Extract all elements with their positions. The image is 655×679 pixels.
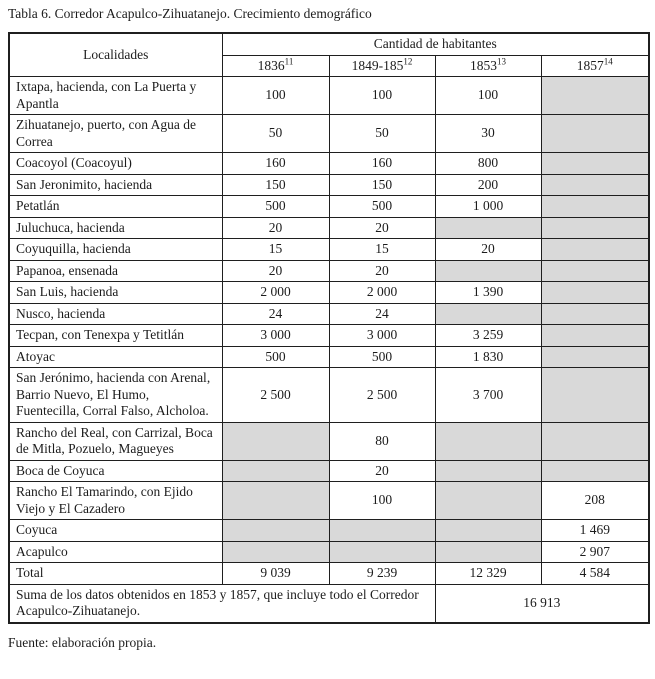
population-value-cell: 160	[329, 153, 435, 175]
table-header	[9, 33, 649, 77]
table-row	[9, 153, 649, 175]
table-row	[9, 217, 649, 239]
habitants-group-header: Cantidad de habitantes	[222, 33, 649, 55]
locality-cell: Coacoyol (Coacoyul)	[9, 153, 222, 175]
year-header-1849	[329, 55, 435, 77]
population-value-cell: 3 000	[222, 325, 329, 347]
locality-cell: Coyuca	[9, 520, 222, 542]
footnote-marker: 14	[603, 56, 613, 66]
year-label: 1849-185	[351, 57, 404, 73]
empty-shaded-cell	[541, 325, 649, 347]
population-value-cell: 20	[222, 260, 329, 282]
population-value-cell: 20	[329, 260, 435, 282]
empty-shaded-cell	[435, 460, 541, 482]
locality-cell: San Jerónimo, hacienda con Arenal, Barrio Nuevo, El Humo, Fuentecilla, Corral Falso, Alcholoa.	[9, 368, 222, 423]
table-row	[9, 260, 649, 282]
population-value-cell: 160	[222, 153, 329, 175]
population-value-cell: 800	[435, 153, 541, 175]
empty-shaded-cell	[541, 217, 649, 239]
table-row	[9, 422, 649, 460]
population-value-cell: 50	[329, 115, 435, 153]
locality-cell: Rancho El Tamarindo, con Ejido Viejo y El Cazadero	[9, 482, 222, 520]
empty-shaded-cell	[541, 368, 649, 423]
year-label: 1853	[470, 57, 497, 73]
empty-shaded-cell	[541, 77, 649, 115]
population-value-cell: 2 000	[329, 282, 435, 304]
population-value-cell: 200	[435, 174, 541, 196]
empty-shaded-cell	[435, 217, 541, 239]
population-value-cell: 24	[222, 303, 329, 325]
empty-shaded-cell	[435, 541, 541, 563]
table-row	[9, 196, 649, 218]
summary-value: 16 913	[435, 584, 649, 623]
summary-row	[9, 584, 649, 623]
header-row-group	[9, 33, 649, 55]
empty-shaded-cell	[541, 153, 649, 175]
empty-shaded-cell	[541, 282, 649, 304]
empty-shaded-cell	[435, 482, 541, 520]
year-label: 1836	[257, 57, 285, 73]
table-row	[9, 282, 649, 304]
year-label: 1857	[576, 57, 604, 73]
total-value-1853: 12 329	[435, 563, 541, 585]
table-row	[9, 77, 649, 115]
population-value-cell: 150	[329, 174, 435, 196]
population-value-cell: 2 500	[329, 368, 435, 423]
total-value-1857: 4 584	[541, 563, 649, 585]
population-value-cell: 208	[541, 482, 649, 520]
source-note: Fuente: elaboración propia.	[8, 634, 157, 650]
population-value-cell: 3 259	[435, 325, 541, 347]
locality-cell: San Luis, hacienda	[9, 282, 222, 304]
population-value-cell: 2 500	[222, 368, 329, 423]
locality-cell: Acapulco	[9, 541, 222, 563]
population-value-cell: 100	[329, 77, 435, 115]
population-value-cell: 20	[329, 217, 435, 239]
empty-shaded-cell	[435, 422, 541, 460]
total-value-1849: 9 239	[329, 563, 435, 585]
empty-shaded-cell	[541, 115, 649, 153]
table-row	[9, 541, 649, 563]
empty-shaded-cell	[329, 541, 435, 563]
population-value-cell: 15	[329, 239, 435, 261]
locality-cell: Boca de Coyuca	[9, 460, 222, 482]
table-row	[9, 520, 649, 542]
year-header-1857	[541, 55, 649, 77]
population-value-cell: 100	[222, 77, 329, 115]
population-value-cell: 1 830	[435, 346, 541, 368]
footnote-marker: 12	[403, 56, 413, 66]
population-value-cell: 1 000	[435, 196, 541, 218]
locality-cell: Papanoa, ensenada	[9, 260, 222, 282]
population-value-cell: 50	[222, 115, 329, 153]
table-row	[9, 115, 649, 153]
table-row	[9, 460, 649, 482]
population-value-cell: 2 907	[541, 541, 649, 563]
locality-cell: Tecpan, con Tenexpa y Tetitlán	[9, 325, 222, 347]
table-row	[9, 174, 649, 196]
population-value-cell: 24	[329, 303, 435, 325]
population-value-cell: 500	[329, 346, 435, 368]
table-body	[9, 77, 649, 563]
table-row	[9, 482, 649, 520]
empty-shaded-cell	[541, 303, 649, 325]
population-value-cell: 1 469	[541, 520, 649, 542]
empty-shaded-cell	[541, 174, 649, 196]
empty-shaded-cell	[541, 346, 649, 368]
table-row	[9, 325, 649, 347]
locality-cell: Ixtapa, hacienda, con La Puerta y Apantla	[9, 77, 222, 115]
localities-column-header: Localidades	[9, 33, 222, 77]
total-label: Total	[9, 563, 222, 585]
population-value-cell: 500	[222, 196, 329, 218]
population-value-cell: 3 700	[435, 368, 541, 423]
population-value-cell: 30	[435, 115, 541, 153]
population-value-cell: 500	[329, 196, 435, 218]
empty-shaded-cell	[435, 260, 541, 282]
locality-cell: Nusco, hacienda	[9, 303, 222, 325]
empty-shaded-cell	[222, 422, 329, 460]
year-header-1853	[435, 55, 541, 77]
empty-shaded-cell	[222, 460, 329, 482]
table-row	[9, 368, 649, 423]
empty-shaded-cell	[435, 520, 541, 542]
year-header-1836	[222, 55, 329, 77]
table-footer-rows	[9, 563, 649, 623]
locality-cell: San Jeronimito, hacienda	[9, 174, 222, 196]
population-value-cell: 20	[222, 217, 329, 239]
population-value-cell: 80	[329, 422, 435, 460]
population-value-cell: 15	[222, 239, 329, 261]
locality-cell: Zihuatanejo, puerto, con Agua de Correa	[9, 115, 222, 153]
locality-cell: Juluchuca, hacienda	[9, 217, 222, 239]
empty-shaded-cell	[541, 460, 649, 482]
empty-shaded-cell	[435, 303, 541, 325]
locality-cell: Coyuquilla, hacienda	[9, 239, 222, 261]
population-value-cell: 1 390	[435, 282, 541, 304]
table-row	[9, 346, 649, 368]
empty-shaded-cell	[541, 422, 649, 460]
demographic-table	[8, 32, 650, 624]
footnote-marker: 13	[497, 56, 506, 66]
total-value-1836: 9 039	[222, 563, 329, 585]
population-value-cell: 150	[222, 174, 329, 196]
empty-shaded-cell	[222, 482, 329, 520]
population-value-cell: 20	[329, 460, 435, 482]
empty-shaded-cell	[222, 520, 329, 542]
population-value-cell: 3 000	[329, 325, 435, 347]
empty-shaded-cell	[222, 541, 329, 563]
empty-shaded-cell	[541, 260, 649, 282]
population-value-cell: 100	[329, 482, 435, 520]
table-row	[9, 239, 649, 261]
locality-cell: Atoyac	[9, 346, 222, 368]
population-value-cell: 100	[435, 77, 541, 115]
summary-label: Suma de los datos obtenidos en 1853 y 1857, que incluye todo el Corredor Acapulco-Zihuatanejo.	[9, 584, 435, 623]
locality-cell: Petatlán	[9, 196, 222, 218]
empty-shaded-cell	[541, 239, 649, 261]
empty-shaded-cell	[329, 520, 435, 542]
footnote-marker: 11	[284, 56, 294, 66]
table-row	[9, 303, 649, 325]
population-value-cell: 20	[435, 239, 541, 261]
population-value-cell: 2 000	[222, 282, 329, 304]
population-value-cell: 500	[222, 346, 329, 368]
empty-shaded-cell	[541, 196, 649, 218]
table-title: Tabla 6. Corredor Acapulco-Zihuatanejo. Crecimiento demográfico	[8, 6, 372, 21]
total-row	[9, 563, 649, 585]
locality-cell: Rancho del Real, con Carrizal, Boca de Mitla, Pozuelo, Magueyes	[9, 422, 222, 460]
